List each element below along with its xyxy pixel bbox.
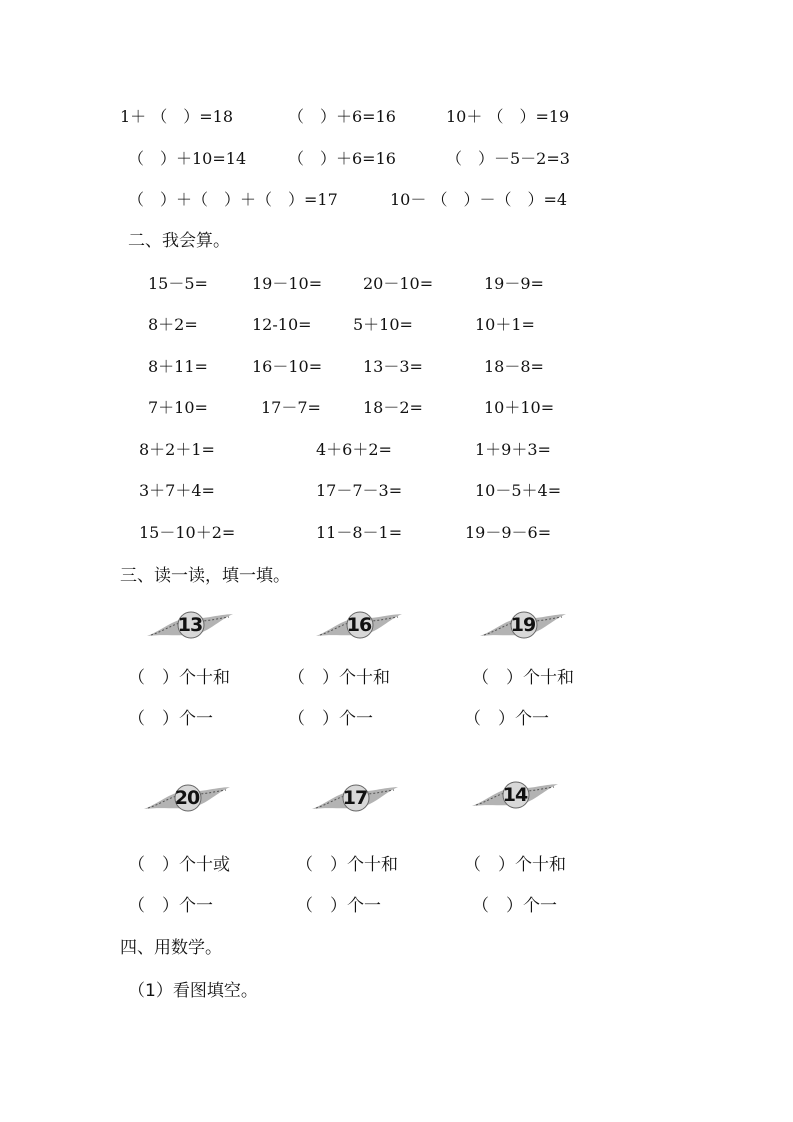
calc-5-3: 1＋9＋3= [475,440,551,459]
calc-6-2: 17－7－3= [316,481,403,500]
tens-blank-6: （ ）个十和 [464,855,566,875]
badge-number: 19 [510,614,536,636]
badge-number: 13 [177,614,203,636]
ones-blank-6: （ ）个一 [472,896,557,916]
blank-eq-2-3: （ ）－5－2=3 [446,149,570,168]
calc-7-3: 19－9－6= [465,523,552,542]
ones-blank-4: （ ）个一 [128,896,213,916]
tens-blank-4: （ ）个十或 [128,855,230,875]
calc-3-1: 8＋11= [148,357,208,376]
calc-4-4: 10＋10= [484,398,555,417]
number-badge [145,609,235,643]
calc-6-3: 10－5＋4= [475,481,562,500]
ones-blank-5: （ ）个一 [296,896,381,916]
ones-blank-1: （ ）个一 [128,709,213,729]
subsection-1: （1）看图填空。 [128,981,258,1001]
number-badge [478,609,568,643]
calc-5-1: 8＋2＋1= [139,440,215,459]
badge-number: 14 [502,784,528,806]
badge-number: 20 [174,787,200,809]
calc-5-2: 4＋6＋2= [316,440,392,459]
badge-number: 16 [346,614,372,636]
ones-blank-2: （ ）个一 [288,709,373,729]
blank-eq-2-1: （ ）＋10=14 [128,149,247,168]
calc-4-2: 17－7= [261,398,321,417]
calc-1-1: 15－5= [148,274,208,293]
calc-1-2: 19－10= [252,274,323,293]
tens-blank-1: （ ）个十和 [128,668,230,688]
number-badge [142,782,232,816]
calc-7-1: 15－10＋2= [139,523,236,542]
tens-blank-2: （ ）个十和 [288,668,390,688]
calc-7-2: 11－8－1= [316,523,403,542]
ones-blank-3: （ ）个一 [464,709,549,729]
blank-eq-3-2: 10－ （ ）－（ ）=4 [390,190,568,209]
blank-eq-1-3: 10＋ （ ）=19 [446,107,570,126]
number-badge [470,779,560,813]
calc-3-2: 16－10= [252,357,323,376]
calc-2-1: 8＋2= [148,315,198,334]
calc-3-4: 18－8= [484,357,544,376]
calc-1-3: 20－10= [363,274,434,293]
number-badge [314,609,404,643]
tens-blank-5: （ ）个十和 [296,855,398,875]
calc-4-3: 18－2= [363,398,423,417]
section-heading-2: 二、我会算。 [128,231,230,251]
blank-eq-1-1: 1＋ （ ）=18 [120,107,234,126]
number-badge [310,782,400,816]
calc-6-1: 3＋7＋4= [139,481,215,500]
calc-4-1: 7＋10= [148,398,208,417]
calc-3-3: 13－3= [363,357,423,376]
blank-eq-1-2: （ ）＋6=16 [288,107,396,126]
section-heading-4: 四、用数学。 [120,938,222,958]
badge-number: 17 [342,787,368,809]
calc-2-4: 10＋1= [475,315,535,334]
section-heading-3: 三、读一读，填一填。 [120,566,290,586]
calc-2-2: 12-10= [252,315,312,334]
blank-eq-3-1: （ ）＋（ ）＋（ ）=17 [128,190,338,209]
blank-eq-2-2: （ ）＋6=16 [288,149,396,168]
calc-1-4: 19－9= [484,274,544,293]
tens-blank-3: （ ）个十和 [472,668,574,688]
calc-2-3: 5＋10= [353,315,413,334]
